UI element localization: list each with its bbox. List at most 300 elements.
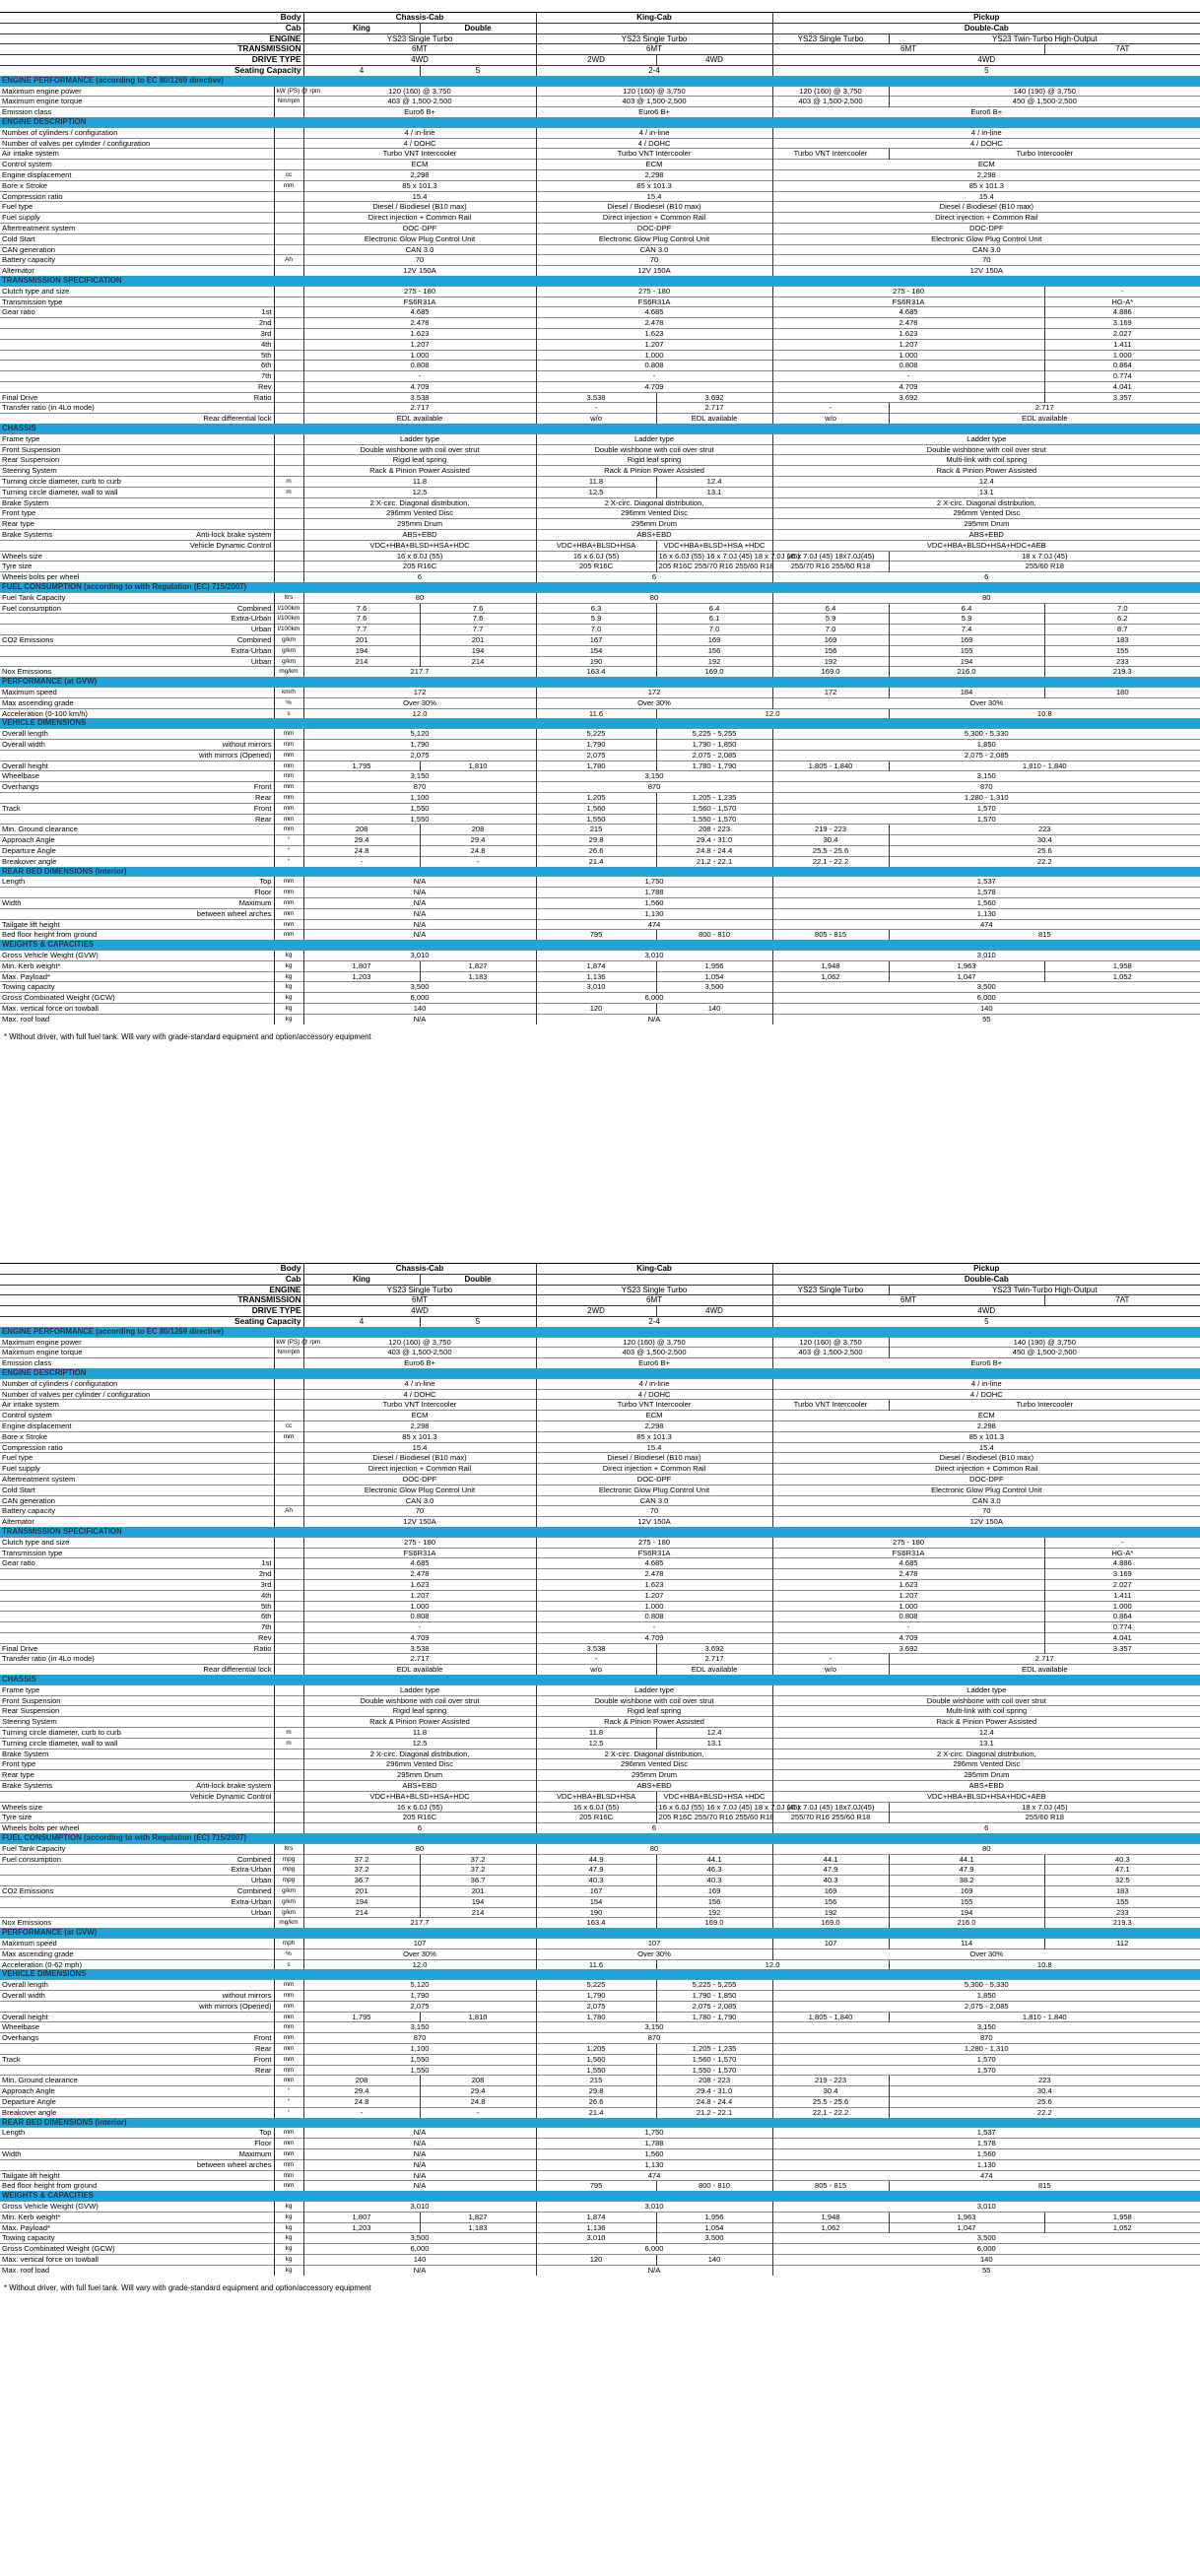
spec-value: 114 [889, 1939, 1044, 1949]
spec-value: 1,948 [772, 960, 889, 971]
spec-value: 1,130 [772, 908, 1200, 919]
row-label: Brake System [0, 1749, 177, 1759]
spec-row [0, 530, 1200, 541]
spec-row [0, 908, 1200, 919]
header-key: ENGINE [0, 1285, 303, 1295]
row-unit [274, 286, 303, 297]
spec-value: Euro6 B+ [303, 1358, 536, 1368]
spec-value: Electronic Glow Plug Control Unit [772, 1485, 1200, 1495]
row-unit [274, 1622, 303, 1633]
spec-value: 25.6 [889, 2096, 1200, 2107]
spec-table-metric [0, 12, 1200, 1041]
spec-value: 29.4 - 31.0 [656, 2086, 772, 2097]
spec-value: HG-A* [1044, 297, 1200, 307]
row-unit: kg [274, 2254, 303, 2265]
spec-row [0, 2159, 1200, 2170]
spec-row [0, 2233, 1200, 2244]
spec-value: 215 [536, 825, 656, 835]
row-sublabel [177, 1939, 274, 1949]
spec-value: - [420, 2107, 536, 2117]
row-sublabel [177, 993, 274, 1004]
spec-value: 2,075 [536, 2001, 656, 2012]
row-unit: % [274, 1949, 303, 1959]
spec-value: 13.1 [772, 487, 1200, 497]
spec-row [0, 361, 1200, 371]
header-cell: 2WD [536, 1306, 656, 1317]
row-unit [274, 1537, 303, 1548]
spec-value: Electronic Glow Plug Control Unit [772, 233, 1200, 244]
row-label [0, 888, 177, 898]
spec-value: 3,150 [772, 2022, 1200, 2033]
spec-value: Turbo VNT Intercooler [303, 149, 536, 160]
spec-value: 815 [889, 2181, 1200, 2191]
row-sublabel: without mirrors [177, 739, 274, 750]
row-unit: kg [274, 2222, 303, 2233]
row-sublabel [177, 1823, 274, 1833]
row-unit [274, 1590, 303, 1601]
spec-value: Diesel / Biodiesel (B10 max) [536, 1453, 772, 1464]
section-header [0, 1327, 1200, 1337]
row-label: Bed floor height from ground [0, 2181, 177, 2191]
row-label: Air intake system [0, 149, 177, 160]
spec-row [0, 328, 1200, 339]
row-sublabel [177, 2022, 274, 2033]
row-label: Wheels size [0, 1802, 177, 1813]
spec-value: 1,550 [303, 2065, 536, 2076]
section-title: ENGINE DESCRIPTION [0, 1368, 1200, 1378]
spec-value: 29.4 [420, 835, 536, 846]
row-unit [274, 1579, 303, 1590]
spec-value: Electronic Glow Plug Control Unit [303, 233, 536, 244]
spec-value: 22.1 - 22.2 [772, 2107, 889, 2117]
row-sublabel [177, 1003, 274, 1014]
row-label [0, 625, 177, 635]
spec-value: 6.2 [1044, 614, 1200, 625]
row-sublabel [177, 180, 274, 191]
row-label: Turning circle diameter, curb to curb [0, 1728, 177, 1739]
spec-value: 30.4 [889, 2086, 1200, 2097]
row-label [0, 371, 177, 382]
header-cell: King [303, 1274, 420, 1285]
row-sublabel: Extra-Urban [177, 1865, 274, 1876]
spec-row [0, 845, 1200, 856]
row-sublabel [177, 2170, 274, 2181]
spec-row [0, 1378, 1200, 1389]
spec-value: Electronic Glow Plug Control Unit [303, 1485, 536, 1495]
spec-value: N/A [303, 2159, 536, 2170]
spec-value: Direct injection + Common Rail [303, 1464, 536, 1475]
spec-value: 80 [536, 1843, 772, 1854]
row-sublabel: Front [177, 2033, 274, 2044]
spec-value: 215 [536, 2076, 656, 2086]
spec-value: 140 [656, 1003, 772, 1014]
spec-value: 140 (190) @ 3,750 [889, 1337, 1200, 1348]
spec-value: 2,298 [772, 1420, 1200, 1431]
spec-value: Rack & Pinion Power Assisted [303, 1717, 536, 1728]
row-label: Fuel type [0, 202, 177, 213]
spec-value: 1,183 [420, 2222, 536, 2233]
spec-row [0, 1601, 1200, 1612]
row-unit [274, 1759, 303, 1770]
spec-value: EDL available [656, 414, 772, 424]
spec-row [0, 371, 1200, 382]
row-label: Approach Angle [0, 835, 177, 846]
spec-row [0, 1485, 1200, 1495]
spec-value: 1,052 [1044, 2222, 1200, 2233]
row-sublabel [177, 561, 274, 572]
row-unit: mg/km [274, 667, 303, 677]
spec-value: 11.6 [536, 1959, 656, 1969]
row-label: Compression ratio [0, 1442, 177, 1453]
row-sublabel [177, 2012, 274, 2022]
spec-value: 1,827 [420, 2212, 536, 2222]
row-sublabel [177, 223, 274, 233]
spec-value: 3,010 [536, 2233, 656, 2244]
row-unit [274, 1400, 303, 1411]
row-label [0, 1622, 177, 1633]
spec-value: 192 [772, 1907, 889, 1918]
row-label: Final Drive [0, 392, 177, 403]
spec-value: 40.3 [656, 1876, 772, 1886]
spec-value: 6.4 [656, 603, 772, 614]
spec-value: 25.5 - 25.6 [772, 845, 889, 856]
spec-value: Direct injection + Common Rail [772, 1464, 1200, 1475]
row-unit [274, 1495, 303, 1506]
row-unit: mm [274, 2001, 303, 2012]
row-unit [274, 455, 303, 466]
row-sublabel: between wheel arches [177, 2159, 274, 2170]
row-sublabel [177, 1684, 274, 1695]
row-unit: mm [274, 771, 303, 782]
row-label: Tyre size [0, 1813, 177, 1823]
row-sublabel: Combined [177, 603, 274, 614]
spec-row [0, 1918, 1200, 1928]
row-unit: ° [274, 856, 303, 866]
spec-value: 4.886 [1044, 307, 1200, 318]
row-unit: mm [274, 919, 303, 930]
row-unit [274, 1802, 303, 1813]
row-unit: g/km [274, 645, 303, 656]
row-label: Gross Vehicle Weight (GVW) [0, 2201, 177, 2212]
spec-value: 2 X-circ. Diagonal distribution, [536, 497, 772, 508]
spec-value: 214 [303, 1907, 420, 1918]
spec-value: 16 x 6.0J (55) 16 x 7.0J (45) 18 x 7.0J (45) [656, 1802, 772, 1813]
row-sublabel: Extra-Urban [177, 614, 274, 625]
spec-value: 140 [772, 1003, 1200, 1014]
spec-value: 1.411 [1044, 1590, 1200, 1601]
row-label: Overhangs [0, 2033, 177, 2044]
row-label: Control system [0, 160, 177, 170]
spec-value: 184 [889, 688, 1044, 698]
spec-row [0, 919, 1200, 930]
row-unit: mm [274, 2012, 303, 2022]
row-sublabel [177, 960, 274, 971]
header-cell: Double [420, 1274, 536, 1285]
row-sublabel [177, 127, 274, 138]
spec-value: 3,150 [303, 771, 536, 782]
spec-value: 47.9 [536, 1865, 656, 1876]
spec-value: 296mm Vented Disc [772, 1759, 1200, 1770]
header-row [0, 33, 1200, 44]
spec-value: 1,205 [536, 792, 656, 803]
spec-value: 296mm Vented Disc [536, 508, 772, 519]
row-sublabel: 7th [177, 1622, 274, 1633]
spec-value: 80 [536, 592, 772, 603]
spec-value: 2,298 [772, 169, 1200, 180]
row-label: Overall height [0, 760, 177, 771]
spec-value: 3,500 [303, 982, 536, 993]
spec-value: 194 [889, 1907, 1044, 1918]
row-unit: l/100km [274, 614, 303, 625]
spec-row [0, 1749, 1200, 1759]
spec-row [0, 2148, 1200, 2159]
spec-row [0, 1474, 1200, 1485]
row-label: Wheels size [0, 551, 177, 561]
spec-value: 2 X-circ. Diagonal distribution, [303, 1749, 536, 1759]
row-sublabel [177, 455, 274, 466]
row-label [0, 614, 177, 625]
row-unit: mm [274, 739, 303, 750]
spec-row [0, 960, 1200, 971]
spec-value: 15.4 [772, 1442, 1200, 1453]
spec-value: 1,560 [536, 803, 656, 814]
row-sublabel [177, 1770, 274, 1781]
section-header [0, 1833, 1200, 1843]
row-sublabel: Vehicle Dynamic Control [177, 1791, 274, 1802]
spec-value: Turbo VNT Intercooler [536, 1400, 772, 1411]
spec-value: 70 [536, 1506, 772, 1517]
row-sublabel [177, 1918, 274, 1928]
spec-value: 1,570 [772, 2054, 1200, 2065]
section-title: WEIGHTS & CAPACITIES [0, 2191, 1200, 2201]
spec-value: 275 - 180 [303, 1537, 536, 1548]
row-unit [274, 1749, 303, 1759]
row-label: Cold Start [0, 1485, 177, 1495]
spec-row [0, 1506, 1200, 1517]
row-label: Fuel supply [0, 213, 177, 224]
row-unit: ° [274, 835, 303, 846]
spec-value: 1,790 - 1,850 [656, 1990, 772, 2001]
spec-row [0, 2033, 1200, 2044]
row-label: Aftertreatment system [0, 223, 177, 233]
header-key: Cab [0, 23, 303, 33]
spec-value: 155 [889, 645, 1044, 656]
spec-row [0, 540, 1200, 551]
spec-value: 800 - 810 [656, 2181, 772, 2191]
row-label [0, 1865, 177, 1876]
spec-value: 1,062 [772, 2222, 889, 2233]
spec-value: 7.0 [772, 625, 889, 635]
spec-value: 29.4 - 31.0 [656, 835, 772, 846]
row-label: Tailgate lift height [0, 2170, 177, 2181]
row-sublabel: Urban [177, 1907, 274, 1918]
row-sublabel [177, 2201, 274, 2212]
row-unit [274, 1548, 303, 1558]
row-sublabel: Top [177, 2128, 274, 2139]
spec-value: - [303, 856, 420, 866]
spec-value: 3,500 [772, 2233, 1200, 2244]
spec-value: 1,054 [656, 2222, 772, 2233]
spec-row [0, 1590, 1200, 1601]
row-label: Emission class [0, 107, 177, 117]
spec-value: 450 @ 1,500-2,500 [889, 97, 1200, 107]
spec-value: Direct injection + Common Rail [772, 213, 1200, 224]
row-unit [274, 1706, 303, 1717]
spec-value: 2,075 - 2,085 [656, 2001, 772, 2012]
row-sublabel [177, 1431, 274, 1442]
spec-value: 5,225 - 5,255 [656, 1980, 772, 1991]
spec-row [0, 107, 1200, 117]
spec-value: 205 R16C [536, 561, 656, 572]
row-label: Width [0, 2148, 177, 2159]
spec-value: 295mm Drum [772, 1770, 1200, 1781]
row-sublabel: 1st [177, 307, 274, 318]
spec-value: 1.623 [772, 328, 1044, 339]
row-unit: cc [274, 1420, 303, 1431]
spec-value: 190 [536, 656, 656, 667]
row-unit: mm [274, 2076, 303, 2086]
spec-row [0, 572, 1200, 582]
row-sublabel [177, 149, 274, 160]
header-cell: 4WD [303, 1306, 536, 1317]
row-unit [274, 433, 303, 444]
header-row [0, 1316, 1200, 1326]
spec-value: 208 [303, 2076, 420, 2086]
row-sublabel: 3rd [177, 1579, 274, 1590]
spec-value: 3,010 [536, 2201, 772, 2212]
row-unit [274, 1770, 303, 1781]
row-unit [274, 392, 303, 403]
row-unit: km/h [274, 688, 303, 698]
spec-value: 46.3 [656, 1865, 772, 1876]
spec-value: 169.0 [656, 667, 772, 677]
spec-value: 4 / DOHC [536, 138, 772, 149]
row-sublabel: Urban [177, 1876, 274, 1886]
section-title: FUEL CONSUMPTION (according to with Regulation (EC) 715/2007) [0, 582, 1200, 592]
spec-value: 219.3 [1044, 1918, 1200, 1928]
spec-value: VDC+HBA+BLSD+HSA+HDC+AEB [772, 540, 1200, 551]
spec-value: 1,560 [536, 2148, 772, 2159]
row-sublabel [177, 403, 274, 414]
spec-value: 15.4 [303, 1442, 536, 1453]
row-sublabel: Combined [177, 635, 274, 646]
spec-value: 1,780 [536, 2012, 656, 2022]
row-sublabel [177, 86, 274, 97]
spec-value: 2,075 - 2,085 [772, 2001, 1200, 2012]
row-unit: mm [274, 2022, 303, 2033]
spec-value: 2.478 [536, 318, 772, 329]
spec-value: 0.808 [772, 1612, 1044, 1622]
spec-value: 403 @ 1,500-2,500 [536, 1348, 772, 1358]
row-sublabel: Maximum [177, 2148, 274, 2159]
row-unit: ° [274, 2086, 303, 2097]
row-unit [274, 403, 303, 414]
spec-value: N/A [303, 2128, 536, 2139]
spec-value: 194 [889, 656, 1044, 667]
row-sublabel [177, 950, 274, 960]
row-label: Length [0, 2128, 177, 2139]
row-sublabel [177, 160, 274, 170]
row-label [0, 381, 177, 392]
spec-value: 3,500 [303, 2233, 536, 2244]
spec-value: 1.000 [1044, 1601, 1200, 1612]
spec-value: 40.3 [1044, 1854, 1200, 1865]
row-label: Max. roof load [0, 1014, 177, 1024]
header-key: Seating Capacity [0, 65, 303, 75]
spec-value: N/A [303, 888, 536, 898]
row-label [0, 328, 177, 339]
row-unit [274, 1378, 303, 1389]
spec-value: 3,010 [303, 2201, 536, 2212]
row-label: Transmission type [0, 297, 177, 307]
row-label: Turning circle diameter, wall to wall [0, 487, 177, 497]
header-cell: 6MT [772, 1295, 1044, 1306]
row-label: Control system [0, 1411, 177, 1421]
section-header [0, 1675, 1200, 1684]
footnote: * Without driver, with full fuel tank. Will vary with grade-standard equipment and option/accessory equipment [4, 1031, 371, 1041]
spec-row [0, 1886, 1200, 1897]
row-label: Aftertreatment system [0, 1474, 177, 1485]
spec-value: 4.685 [536, 1558, 772, 1569]
spec-value: 5,120 [303, 1980, 536, 1991]
spec-value: 0.774 [1044, 371, 1200, 382]
row-label: Maximum engine torque [0, 97, 177, 107]
row-sublabel [177, 930, 274, 940]
header-cell: 5 [420, 1316, 536, 1326]
row-label: Battery capacity [0, 1506, 177, 1517]
spec-value: 4.709 [536, 381, 772, 392]
row-unit: mph [274, 1939, 303, 1949]
spec-value: 5.9 [889, 614, 1044, 625]
spec-value: VDC+HBA+BLSD+HSA [536, 1791, 656, 1802]
spec-value: 255/60 R18 [889, 1813, 1200, 1823]
row-unit [274, 1389, 303, 1400]
row-label: Overall length [0, 1980, 177, 1991]
spec-row [0, 487, 1200, 497]
spec-value: 216.0 [889, 1918, 1044, 1928]
spec-value: N/A [536, 1014, 772, 1024]
spec-row [0, 477, 1200, 488]
spec-row [0, 233, 1200, 244]
spec-value: Ladder type [303, 433, 536, 444]
spec-row [0, 688, 1200, 698]
header-key: DRIVE TYPE [0, 1306, 303, 1317]
row-sublabel [177, 1980, 274, 1991]
row-sublabel [177, 1749, 274, 1759]
spec-value: 4 / DOHC [772, 1389, 1200, 1400]
spec-table [0, 1263, 1200, 2276]
spec-value: ABS+EBD [772, 530, 1200, 541]
spec-row [0, 1495, 1200, 1506]
row-unit [274, 1601, 303, 1612]
row-sublabel: Rear [177, 792, 274, 803]
spec-value: 0.808 [536, 1612, 772, 1622]
row-label [0, 656, 177, 667]
spec-value: 7.4 [889, 625, 1044, 635]
spec-value: 1,850 [772, 1990, 1200, 2001]
row-unit: mm [274, 2148, 303, 2159]
row-unit: mpg [274, 1865, 303, 1876]
spec-value: 55 [772, 1014, 1200, 1024]
header-cell: YS23 Single Turbo [303, 33, 536, 44]
spec-row [0, 255, 1200, 266]
spec-value: 4 / DOHC [303, 138, 536, 149]
spec-value: 1.207 [772, 1590, 1044, 1601]
spec-value: 1,183 [420, 971, 536, 982]
row-label: Brake System [0, 497, 177, 508]
spec-value: 403 @ 1,500-2,500 [303, 1348, 536, 1358]
spec-value: Double wishbone with coil over strut [536, 444, 772, 455]
